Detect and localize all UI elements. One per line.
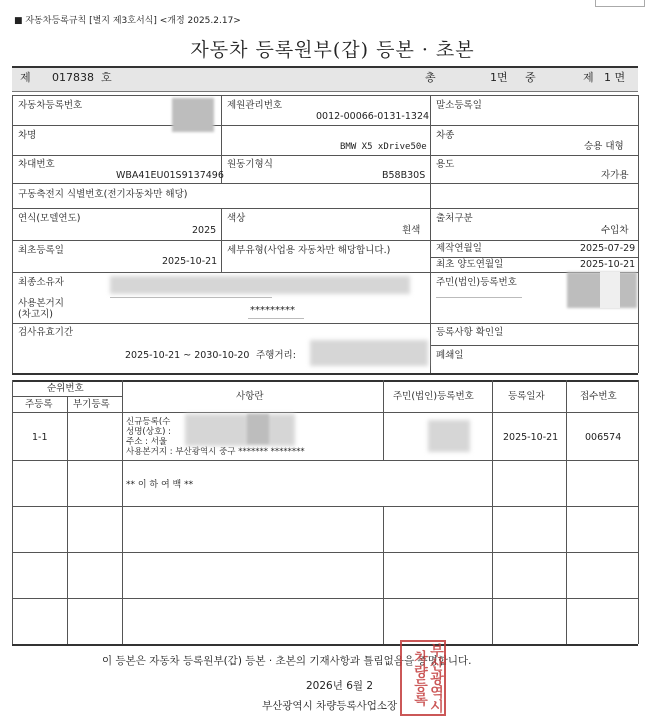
car-name-value: BMW X5 xDrive50e	[340, 142, 427, 152]
inspection-value: 2025-10-21 ~ 2030-10-20	[125, 350, 250, 361]
use-value: 자가용	[601, 170, 629, 181]
rrn-label: 주민(법인)등록번호	[436, 277, 517, 288]
cancel-date-label: 말소등록일	[436, 100, 482, 111]
battery-label: 구동축전지 식별번호(전기자동차만 해당)	[18, 189, 188, 200]
row-receipt: 006574	[585, 432, 622, 443]
redacted-mileage	[310, 340, 428, 366]
made-value: 2025-07-29	[580, 243, 636, 254]
total-pages: 1면	[490, 71, 508, 84]
engine-label: 원동기형식	[227, 159, 273, 170]
row-line-3: 주소 : 서울	[126, 437, 168, 447]
color-value: 흰색	[402, 225, 421, 236]
row-rank: 1-1	[32, 432, 48, 443]
reg-no-label: 자동차등록번호	[18, 100, 83, 111]
official-seal: 부산광역시 차량등록	[400, 640, 446, 716]
year-label: 연식(모델연도)	[18, 213, 81, 224]
sub-reg-header: 부기등록	[73, 399, 110, 410]
base-label-2: (차고지)	[18, 309, 53, 320]
page-value: 1 면	[604, 71, 626, 84]
corner-mark	[595, 0, 645, 7]
certificate-number: 017838	[52, 71, 94, 84]
transfer-label: 최초 양도연월일	[436, 259, 504, 270]
row-line-4: 사용본거지 : 부산광역시 중구 ******* ********	[126, 447, 305, 457]
blank-marker: ** 이 하 여 백 **	[126, 480, 194, 490]
regulation-note: ■ 자동차등록규칙 [별지 제3호서식] <개정 2025.2.17>	[14, 16, 241, 26]
rrn-header: 주민(법인)등록번호	[393, 391, 474, 402]
car-type-value: 승용 대형	[584, 141, 624, 152]
tax-label: 세부유형(사업용 자동차만 해당합니다.)	[227, 245, 391, 256]
row-line-2: 성명(상호) :	[126, 427, 172, 437]
origin-label: 출처구분	[436, 213, 473, 224]
redacted-entry-rrn	[428, 420, 470, 452]
document-title: 자동차 등록원부(갑) 등본 · 초본	[190, 39, 475, 61]
main-reg-header: 주등록	[25, 399, 53, 410]
page-label: 제	[583, 71, 594, 84]
engine-value: B58B30S	[382, 170, 426, 181]
no-suffix: 호	[101, 71, 112, 84]
origin-value: 수입차	[601, 225, 629, 236]
base-label: 사용본거지	[18, 298, 64, 309]
made-label: 제작연월일	[436, 243, 482, 254]
mgmt-no-value: 0012-00066-0131-1324	[316, 111, 430, 122]
redacted-owner-entry	[185, 414, 295, 446]
mileage-label: 주행거리:	[256, 350, 296, 361]
first-reg-label: 최초등록일	[18, 245, 64, 256]
date-header: 등록일자	[508, 391, 545, 402]
vin-label: 차대번호	[18, 159, 55, 170]
rank-header: 순위번호	[47, 383, 84, 394]
total-label: 총	[425, 71, 436, 84]
inspection-label: 검사유효기간	[18, 327, 74, 338]
car-name-label: 차명	[18, 130, 37, 141]
row-date: 2025-10-21	[503, 432, 559, 443]
receipt-header: 접수번호	[580, 391, 617, 402]
vin-value: WBA41EU01S9137496	[116, 170, 224, 181]
matter-header: 사항란	[236, 391, 264, 402]
owner-label: 최종소유자	[18, 277, 64, 288]
issuer: 부산광역시 차량등록사업소장	[262, 700, 398, 712]
redacted-owner	[110, 276, 410, 294]
no-label: 제	[20, 71, 31, 84]
certify-text: 이 등본은 자동차 등록원부(갑) 등본 · 초본의 기재사항과 틀림없음을 증명합니다.	[102, 655, 472, 667]
color-label: 색상	[227, 213, 246, 224]
mgmt-no-label: 제원관리번호	[227, 100, 283, 111]
car-type-label: 차종	[436, 130, 455, 141]
transfer-value: 2025-10-21	[580, 259, 636, 270]
issue-date: 2026년 6월 2	[306, 680, 374, 692]
scrap-label: 폐쇄일	[436, 350, 464, 361]
masked-address: *********	[250, 305, 295, 316]
first-reg-value: 2025-10-21	[162, 256, 218, 267]
row-line-1: 신규등록(수	[126, 417, 171, 427]
confirm-label: 등록사항 확인일	[436, 327, 504, 338]
middle-label: 중	[525, 71, 536, 84]
year-value: 2025	[192, 225, 217, 236]
redacted-reg-no	[172, 98, 214, 132]
use-label: 용도	[436, 159, 455, 170]
